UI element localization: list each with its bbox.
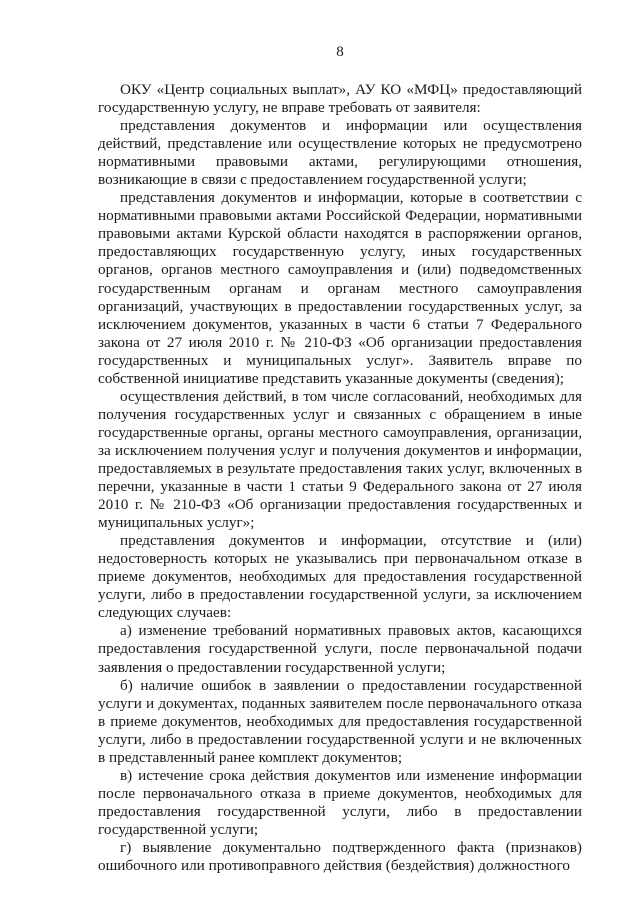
paragraph-item: осуществления действий, в том числе согласований, необходимых для получения государственных услуг и связанных с обращением в иные государственные органы, органы местного самоуправления, организации, за исключением получения услуг и получения документов и информации, предоставляемых в результате предоставления таких услуг, включенных в перечни, указанные в части 1 статьи 9 Федерального закона от 27 июля 2010 г. № 210-ФЗ «Об организации предоставления государственных и муниципальных услуг»; <box>98 387 582 532</box>
page-number: 8 <box>336 44 344 60</box>
paragraph-item: представления документов и информации, отсутствие и (или) недостоверность которых не указывались при первоначальном отказе в приеме документов, необходимых для предоставления государственной услуги, либо в предоставлении государственной услуги, за исключением следующих случаев: <box>98 532 582 622</box>
paragraph-subitem-a: а) изменение требований нормативных правовых актов, касающихся предоставления государственной услуги, после первоначальной подачи заявления о предоставлении государственной услуги; <box>98 622 582 676</box>
paragraph-subitem-b: б) наличие ошибок в заявлении о предоставлении государственной услуги и документах, поданных заявителем после первоначального отказа в приеме документов, необходимых для предоставления государственной услуги, либо в предоставлении государственной услуги и не включенных в представленный ранее комплект документов; <box>98 676 582 766</box>
paragraph-item: представления документов и информации или осуществления действий, представление или осуществление которых не предусмотрено нормативными правовыми актами, регулирующими отношения, возникающие в связи с предоставлением государственной услуги; <box>98 117 582 189</box>
paragraph-intro: ОКУ «Центр социальных выплат», АУ КО «МФЦ» предоставляющий государственную услугу, не вправе требовать от заявителя: <box>98 81 582 117</box>
paragraph-item: представления документов и информации, которые в соответствии с нормативными правовыми актами Российской Федерации, нормативными правовыми актами Курской области находятся в распоряжении органов, предоставляющих государственную услугу, иных государственных органов, органов местного самоуправления и (или) подведомственных государственным органам и органам местного самоуправления организаций, участвующих в предоставлении государственных услуг, за исключением документов, указанных в части 6 статьи 7 Федерального закона от 27 июля 2010 г. № 210-ФЗ «Об организации предоставления государственных и муниципальных услуг». Заявитель вправе по собственной инициативе представить указанные документы (сведения); <box>98 189 582 387</box>
paragraph-subitem-d: г) выявление документально подтвержденного факта (признаков) ошибочного или противоправного действия (бездействия) должностного <box>98 838 582 875</box>
paragraph-subitem-c: в) истечение срока действия документов или изменение информации после первоначального отказа в приеме документов, необходимых для предоставления государственной услуги, либо в предоставлении государственной услуги; <box>98 766 582 838</box>
